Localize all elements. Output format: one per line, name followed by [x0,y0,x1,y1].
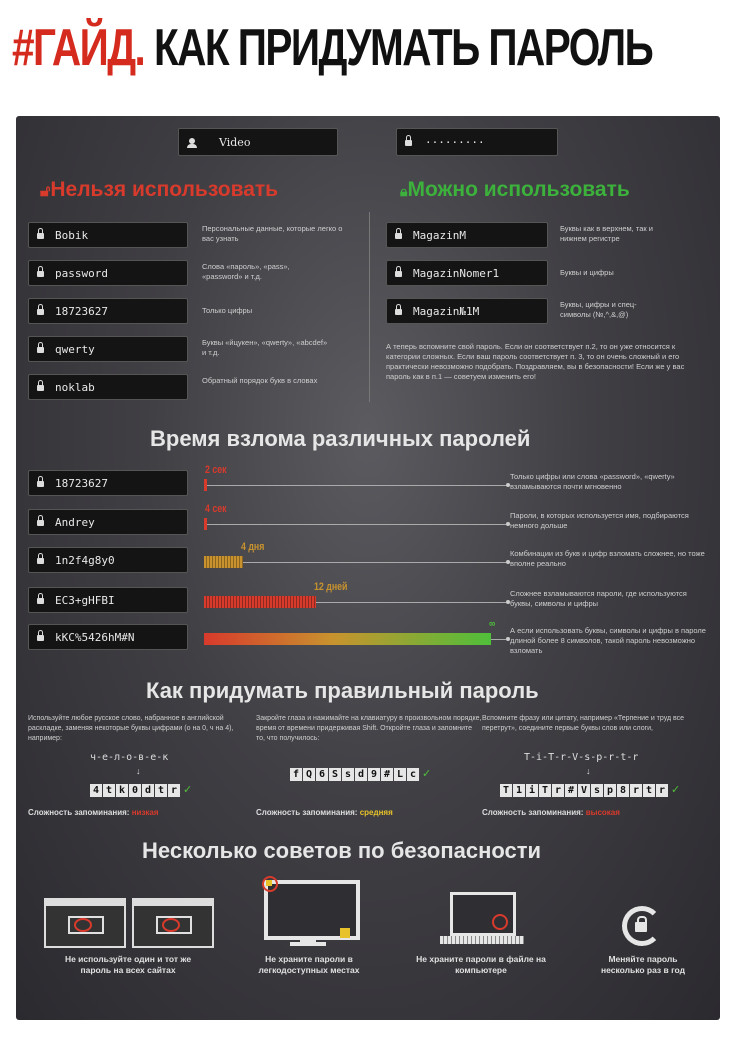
lock-icon [395,261,402,287]
allowed-desc-1: Буквы как в верхнем, так и нижнем регистре [560,224,653,243]
user-icon [189,129,195,157]
password-char: t [643,784,655,797]
lock-icon [37,510,44,536]
method-level-3: Сложность запоминания: высокая [482,808,620,817]
monitor-sticky-note-icon [260,876,360,950]
password-char: r [552,784,564,797]
password-value: ········· [425,136,485,149]
method-result-2 [290,764,431,782]
password-char: 8 [617,784,629,797]
crack-title: Время взлома различных паролей [150,426,531,451]
password-char: f [290,768,302,781]
browser-windows-icon [44,898,214,948]
allowed-desc-3: Буквы, цифры и спец-символы (№,^,&,@) [560,300,637,319]
crack-bar [204,518,207,530]
username-value: Video [219,136,251,149]
crack-desc-5: А если использовать буквы, символы и цифры в пароле длиной более 8 символов, такой пароль невозможно взломать [510,626,706,655]
lock-icon [37,299,44,325]
page-header [0,0,736,112]
open-lock-icon: 🔓︎ [40,183,51,200]
password-char: 6 [316,768,328,781]
password-char: S [329,768,341,781]
infographic-poster [16,116,720,1020]
crack-password-1 [28,470,188,496]
lock-icon [37,375,44,401]
title-tag: #ГАЙД. [12,19,145,77]
password-char: k [116,784,128,797]
forbidden-title [40,178,278,202]
crack-bar [204,633,491,645]
forbidden-value: 18723627 [55,305,108,318]
forbidden-desc-4: Буквы «йцукен», «qwerty», «abcdef» и т.д. [202,338,328,357]
crack-password-value: 18723627 [55,477,108,490]
crack-time-label: 12 дней [314,581,348,593]
method-result-1 [90,780,192,798]
crack-time-label: 4 сек [205,503,227,515]
allowed-item-1 [386,222,548,248]
lock-icon [37,548,44,574]
lock-icon [37,588,44,614]
forbidden-value: qwerty [55,343,95,356]
crack-password-4 [28,587,188,613]
password-char: 9 [368,768,380,781]
tip-label-2: Не храните пароли в легкодоступных местах [258,954,360,975]
column-divider [369,212,370,402]
forbidden-desc-2: Слова «пароль», «pass», «password» и т.д. [202,262,290,281]
username-field[interactable] [178,128,338,156]
password-char: s [591,784,603,797]
check-icon: ✓ [183,784,193,796]
method-text-2: Закройте глаза и нажимайте на клавиатуру в произвольном порядке, время от времени придерживая Shift. Откройте глаза и запомните то, что получилось: [256,715,482,742]
password-char: p [604,784,616,797]
tip-label-1: Не используйте один и тот же пароль на всех сайтах [64,954,192,975]
password-char: t [103,784,115,797]
lock-icon [395,299,402,325]
lock-icon [37,337,44,363]
password-char: 0 [129,784,141,797]
closed-lock-icon: 🔒︎ [400,183,408,199]
forbidden-value: Bobik [55,229,89,242]
password-char: s [342,768,354,781]
crack-desc-4: Сложнее взламываются пароли, где используются буквы, символы и цифры [510,589,687,608]
password-char: r [656,784,668,797]
crack-bar [204,479,207,491]
crack-track [204,524,506,525]
method-text-3: Вспомните фразу или цитату, например «Терпение и труд все перетрут», соедините первые буквы слов или слоги, [482,715,685,732]
lock-icon [405,129,412,157]
method-seq-3: Т-i-Т-r-V-s-p-r-t-r [524,752,639,763]
forbidden-title-text: Нельзя использовать [50,178,279,201]
forbidden-item-2 [28,260,188,286]
crack-password-2 [28,509,188,535]
method-level-1: Сложность запоминания: низкая [28,808,159,817]
password-char: d [355,768,367,781]
forbidden-item-1 [28,222,188,248]
allowed-note: А теперь вспомните свой пароль. Если он соответствует п.2, то он уже относится к категории сложных. Если ваш пароль соответствует п. 3, то он очень сложный и его практически невозможно подобрать. Поздравляем, вы в безопасности! Если же у вас пароль как в п.1 — советуем изменить его! [386,342,685,381]
method-result-3 [500,780,680,798]
password-field[interactable] [396,128,558,156]
crack-track [204,562,506,563]
arrow-down-icon: ↓ [586,766,591,776]
tips-title: Несколько советов по безопасности [142,838,542,863]
refresh-lock-icon [622,906,662,946]
forbidden-item-3 [28,298,188,324]
crack-password-3 [28,547,188,573]
crack-password-value: EC3+gHFBI [55,594,115,607]
lock-icon [37,261,44,287]
password-char: Q [303,768,315,781]
password-char: # [565,784,577,797]
password-char: 4 [90,784,102,797]
crack-bar [204,596,316,608]
password-char: T [539,784,551,797]
page-title [12,18,652,78]
allowed-item-2 [386,260,548,286]
forbidden-desc-3: Только цифры [202,306,253,315]
password-char: r [630,784,642,797]
crack-desc-2: Пароли, в которых используется имя, подбираются немного дольше [510,511,689,530]
allowed-title [400,178,630,202]
password-char: T [500,784,512,797]
check-icon: ✓ [671,784,681,796]
crack-desc-3: Комбинации из букв и цифр взломать сложнее, но тоже вполне реально [510,549,705,568]
password-char: c [407,768,419,781]
crack-desc-1: Только цифры или слова «password», «qwerty» взламываются почти мгновенно [510,472,675,491]
forbidden-value: noklab [55,381,95,394]
title-text: КАК ПРИДУМАТЬ ПАРОЛЬ [153,19,653,77]
forbidden-desc-5: Обратный порядок букв в словах [202,376,318,385]
crack-password-value: 1n2f4g8y0 [55,554,115,567]
password-char: d [142,784,154,797]
crack-time-label: ∞ [489,618,496,630]
password-char: r [168,784,180,797]
allowed-desc-2: Буквы и цифры [560,268,614,277]
laptop-file-icon [440,892,524,948]
allowed-value: Magazin№1M [413,305,480,318]
check-icon: ✓ [422,768,432,780]
password-char: 1 [513,784,525,797]
crack-password-5 [28,624,188,650]
password-char: # [381,768,393,781]
crack-password-value: Andrey [55,516,95,529]
allowed-item-3 [386,298,548,324]
forbidden-desc-1: Персональные данные, которые легко о вас узнать [202,224,343,243]
allowed-value: MagazinM [413,229,466,242]
crack-time-label: 4 дня [241,541,265,553]
crack-password-value: kKC%5426hM#N [55,631,135,644]
password-char: t [155,784,167,797]
crack-track [204,485,506,486]
arrow-down-icon: ↓ [136,766,141,776]
allowed-value: MagazinNomer1 [413,267,500,280]
tip-label-3: Не храните пароли в файле на компьютере [416,954,546,975]
allowed-title-text: Можно использовать [407,178,630,201]
forbidden-item-4 [28,336,188,362]
method-text-1: Используйте любое русское слово, набранное в английской раскладке, заменяя некоторые буквы цифрами (о на 0, ч на 4), например: [28,715,234,742]
password-char: i [526,784,538,797]
lock-icon [395,223,402,249]
forbidden-item-5 [28,374,188,400]
crack-time-label: 2 сек [205,464,227,476]
method-seq-1: ч-е-л-о-в-е-к [90,752,169,763]
lock-icon [37,471,44,497]
howto-title: Как придумать правильный пароль [146,678,539,703]
crack-bar [204,556,243,568]
forbidden-value: password [55,267,108,280]
password-char: V [578,784,590,797]
lock-icon [37,223,44,249]
method-level-2: Сложность запоминания: средняя [256,808,393,817]
lock-icon [37,625,44,651]
password-char: L [394,768,406,781]
tip-label-4: Меняйте пароль несколько раз в год [600,954,686,975]
